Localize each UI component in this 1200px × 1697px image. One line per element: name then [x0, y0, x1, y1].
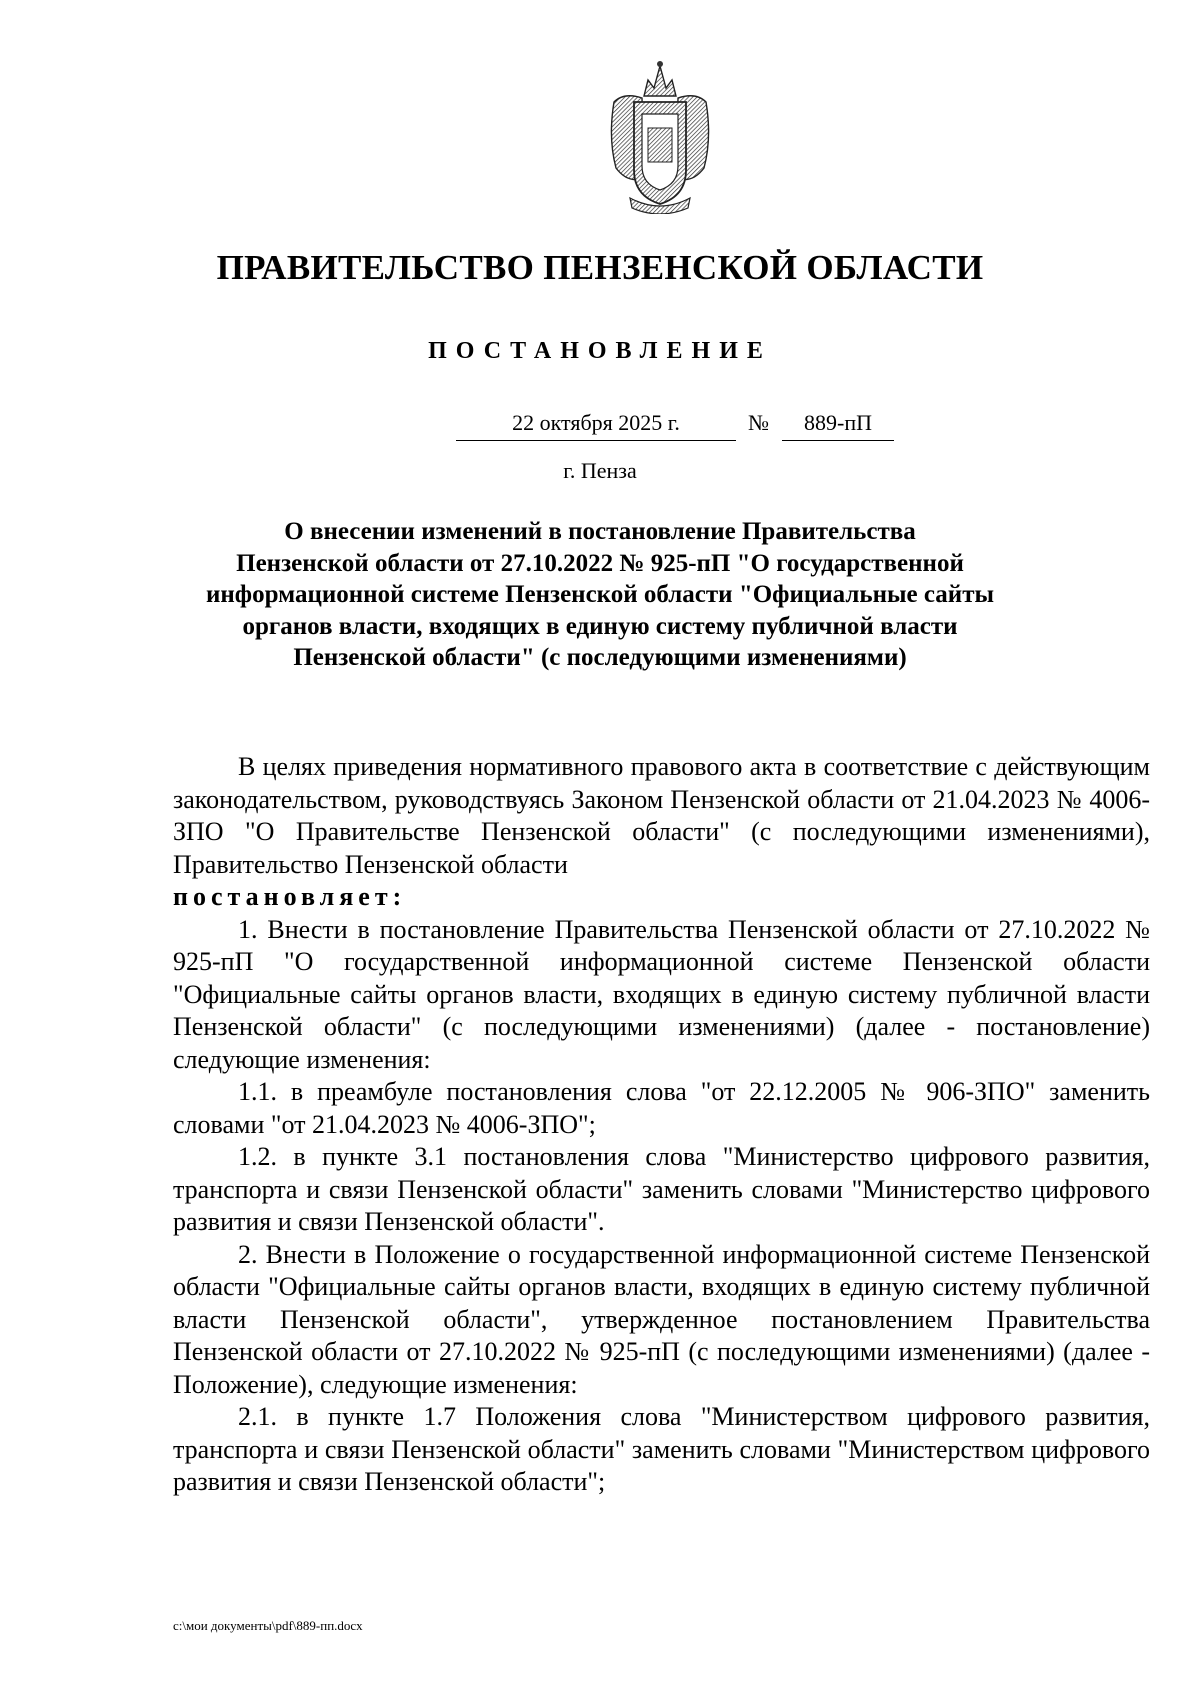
footer-file-path: c:\мои документы\pdf\889-пп.docx [173, 1618, 363, 1633]
document-body [173, 751, 1150, 1499]
body-paragraph: 1.2. в пункте 3.1 постановления слова "Министерство цифрового развития, транспорта и связи Пензенской области" заменить словами "Министерство цифрового развития и связи Пензенской области". [173, 1142, 1150, 1236]
document-date: 22 октября 2025 г. [456, 410, 736, 441]
body-paragraph: 1. Внести в постановление Правительства Пензенской области от 27.10.2022 № 925-пП "О государственной информационной системе Пензенской области "Официальные сайты органов власти, входящих в единую систему публичной власти Пензенской области" (с последующими изменениями) (далее - постановление) следующие изменения: [173, 914, 1150, 1074]
body-paragraph: 2.1. в пункте 1.7 Положения слова "Министерством цифрового развития, транспорта и связи Пензенской области" заменить словами "Министерством цифрового развития и связи Пензенской области"; [173, 1402, 1150, 1496]
decrees-word: постановляет: [173, 882, 407, 911]
subject-line: Пензенской области от 27.10.2022 № 925-пП "О государственной [236, 549, 964, 577]
subject-line: органов власти, входящих в единую систему публичной власти [242, 612, 958, 640]
city-name: г. Пенза [563, 458, 637, 483]
decree-paragraph [173, 881, 1150, 914]
document-subject [190, 516, 1010, 674]
number-sign: № [748, 410, 769, 435]
subject-line: О внесении изменений в постановление Правительства [284, 518, 916, 545]
subject-line: информационной системе Пензенской области "Официальные сайты [205, 581, 995, 608]
organization-title: ПРАВИТЕЛЬСТВО ПЕНЗЕНСКОЙ ОБЛАСТИ [216, 248, 984, 287]
body-paragraph: 2. Внести в Положение о государственной информационной системе Пензенской области "Официальные сайты органов власти, входящих в единую систему публичной власти Пензенской области", утвержденное постановлением Правительства Пензенской области от 27.10.2022 № 925-пП (с последующими изменениями) (далее - Положение), следующие изменения: [173, 1239, 1150, 1399]
body-paragraph: 1.1. в преамбуле постановления слова "от 22.12.2005 № 906-ЗПО" заменить словами "от 21.04.2023 № 4006-ЗПО"; [173, 1077, 1150, 1139]
preamble-paragraph: В целях приведения нормативного правового акта в соответствие с действующим законодательством, руководствуясь Законом Пензенской области от 21.04.2023 № 4006-ЗПО "О Правительстве Пензенской области" (с последующими изменениями), Правительство Пензенской области [173, 752, 1150, 879]
document-type: ПОСТАНОВЛЕНИЕ [428, 338, 772, 364]
coat-of-arms-icon [604, 58, 716, 214]
document-number: 889-пП [782, 410, 894, 441]
subject-line: Пензенской области" (с последующими изменениями) [293, 644, 907, 671]
